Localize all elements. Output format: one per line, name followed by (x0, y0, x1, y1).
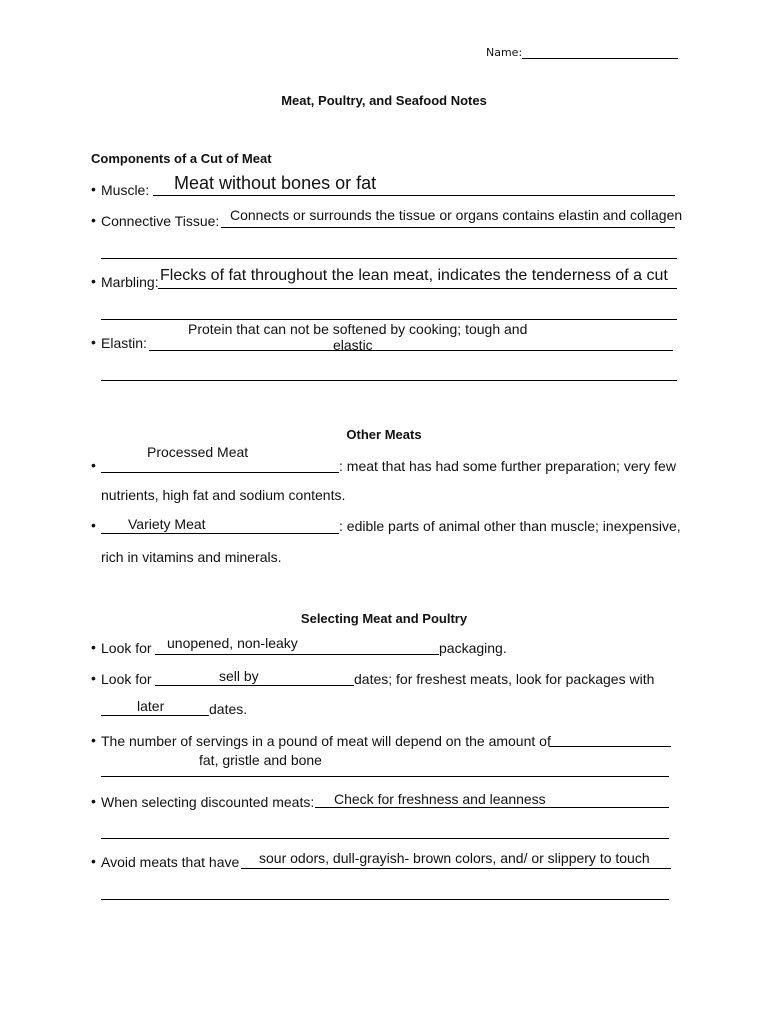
processed-meat-answer-line[interactable] (101, 472, 339, 473)
later-answer: later (137, 698, 165, 714)
section-heading-components: Components of a Cut of Meat (91, 151, 272, 166)
bullet: • (91, 181, 96, 197)
dates-answer-line[interactable] (155, 685, 354, 686)
packaging-answer-line[interactable] (155, 654, 439, 655)
bullet: • (91, 732, 96, 748)
marbling-answer-line[interactable] (158, 288, 677, 289)
name-field[interactable] (522, 58, 678, 59)
dates-text: dates; for freshest meats, look for packages with (354, 671, 655, 687)
marbling-answer: Flecks of fat throughout the lean meat, indicates the tenderness of a cut (160, 267, 668, 284)
discounted-extra-line[interactable] (101, 838, 669, 839)
discounted-answer-line[interactable] (315, 807, 669, 808)
bullet: • (91, 517, 96, 533)
avoid-answer-line[interactable] (241, 868, 671, 869)
later-text: dates. (209, 701, 248, 717)
servings-extra-line[interactable] (101, 776, 669, 777)
bullet: • (91, 334, 96, 350)
page-title: Meat, Poultry, and Seafood Notes (281, 93, 487, 108)
variety-meat-definition-cont: rich in vitamins and minerals. (101, 549, 282, 565)
elastin-answer-line-1: Protein that can not be softened by cooking; tough and (188, 321, 528, 337)
servings-answer-line[interactable] (549, 746, 671, 747)
dates-answer: sell by (219, 668, 259, 684)
servings-answer: fat, gristle and bone (199, 752, 322, 768)
section-heading-selecting: Selecting Meat and Poultry (300, 611, 468, 626)
processed-meat-definition-cont: nutrients, high fat and sodium contents. (101, 487, 346, 503)
bullet: • (91, 212, 96, 228)
processed-meat-answer: Processed Meat (147, 444, 249, 460)
marbling-extra-line[interactable] (101, 319, 677, 320)
bullet: • (91, 639, 96, 655)
look-for-label: Look for (101, 671, 152, 687)
elastin-label: Elastin: (101, 335, 147, 351)
bullet: • (91, 457, 96, 473)
avoid-answer: sour odors, dull-grayish- brown colors, and/ or slippery to touch (259, 850, 650, 866)
bullet: • (91, 853, 96, 869)
connective-tissue-extra-line[interactable] (101, 258, 677, 259)
avoid-extra-line[interactable] (101, 899, 669, 900)
muscle-label: Muscle: (101, 182, 150, 198)
muscle-answer-line[interactable] (153, 195, 675, 196)
variety-meat-answer: Variety Meat (128, 516, 206, 532)
servings-text: The number of servings in a pound of meat will depend on the amount of (101, 733, 551, 749)
avoid-label: Avoid meats that have (101, 854, 240, 870)
look-for-label: Look for (101, 640, 152, 656)
bullet: • (91, 273, 96, 289)
bullet: • (91, 670, 96, 686)
marbling-label: Marbling: (101, 274, 159, 290)
muscle-answer: Meat without bones or fat (174, 173, 377, 193)
connective-tissue-answer: Connects or surrounds the tissue or organs contains elastin and collagen (230, 207, 683, 223)
packaging-text: packaging. (439, 640, 507, 656)
packaging-answer: unopened, non-leaky (167, 635, 298, 651)
discounted-label: When selecting discounted meats: (101, 794, 315, 810)
connective-tissue-answer-line[interactable] (221, 227, 675, 228)
elastin-extra-line[interactable] (101, 380, 677, 381)
discounted-answer: Check for freshness and leanness (334, 791, 546, 807)
section-heading-other-meats: Other Meats (346, 427, 422, 442)
variety-meat-answer-line[interactable] (101, 533, 339, 534)
connective-tissue-label: Connective Tissue: (101, 213, 220, 229)
name-label: Name: (486, 46, 523, 59)
processed-meat-definition: : meat that has had some further preparation; very few (339, 458, 676, 474)
variety-meat-definition: : edible parts of animal other than muscle; inexpensive, (339, 518, 681, 534)
later-answer-line[interactable] (101, 715, 209, 716)
elastin-answer-line[interactable] (149, 350, 673, 351)
elastin-answer-line-2: elastic (333, 337, 373, 353)
bullet: • (91, 793, 96, 809)
